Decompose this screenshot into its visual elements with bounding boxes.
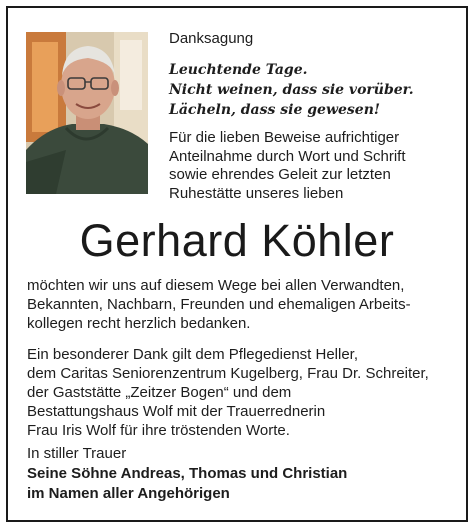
signer-line: im Namen aller Angehörigen [27, 485, 230, 502]
signers [27, 464, 347, 504]
paragraph-line: kollegen recht herzlich bedanken. [27, 315, 251, 332]
paragraph-line: Frau Iris Wolf für ihre tröstenden Worte. [27, 422, 290, 439]
intro-line: Ruhestätte unseres lieben [169, 184, 344, 202]
obituary-frame [6, 6, 468, 522]
paragraph-line: Ein besonderer Dank gilt dem Pflegedienst Heller, [27, 346, 359, 363]
intro-line: Anteilnahme durch Wort und Schrift [169, 147, 406, 165]
portrait-photo [26, 32, 148, 194]
poem [169, 60, 414, 120]
intro-line: Für die lieben Beweise aufrichtiger [169, 129, 400, 146]
poem-line: Lächeln, dass sie gewesen! [169, 102, 381, 118]
paragraph-line: der Gaststätte „Zeitzer Bogen“ und dem [27, 384, 292, 401]
thanks-paragraph [27, 276, 411, 333]
paragraph-line: dem Caritas Seniorenzentrum Kugelberg, Frau Dr. Schreiter, [27, 365, 429, 382]
closing-line: In stiller Trauer [27, 445, 127, 462]
portrait-illustration [26, 32, 148, 194]
poem-line: Leuchtende Tage. [169, 62, 308, 78]
deceased-name: Gerhard Köhler [79, 215, 395, 266]
heading: Danksagung [169, 30, 254, 47]
paragraph-line: Bestattungshaus Wolf mit der Trauerrednerin [27, 403, 326, 420]
intro-line: sowie ehrendes Geleit zur letzten [169, 166, 391, 183]
paragraph-line: Bekannten, Nachbarn, Freunden und ehemaligen Arbeits- [27, 296, 411, 313]
signer-line: Seine Söhne Andreas, Thomas und Christian [27, 465, 348, 482]
special-thanks-paragraph [27, 345, 429, 440]
poem-line: Nicht weinen, dass sie vorüber. [169, 82, 414, 98]
paragraph-line: möchten wir uns auf diesem Wege bei allen Verwandten, [27, 277, 405, 294]
intro-text [169, 129, 406, 203]
